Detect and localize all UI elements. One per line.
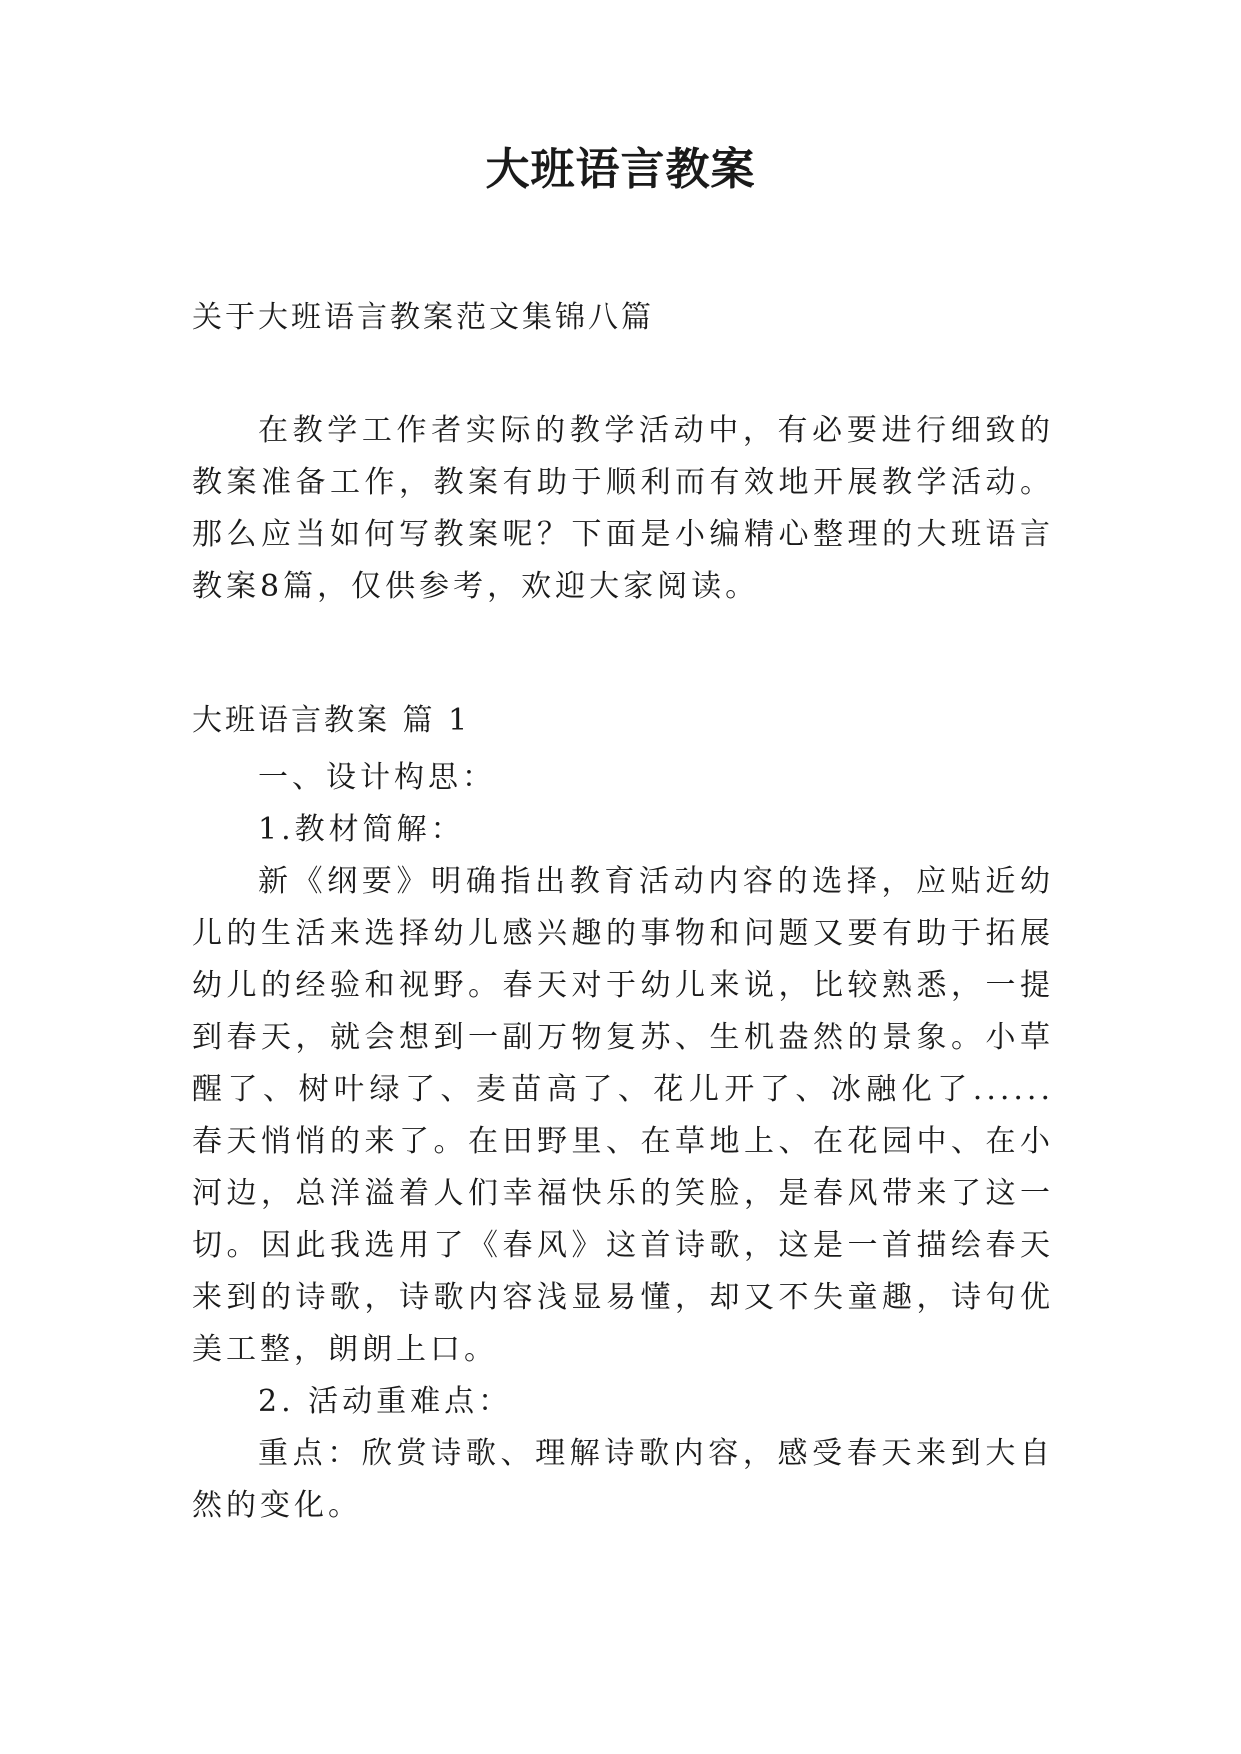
document-subtitle: 关于大班语言教案范文集锦八篇: [192, 300, 654, 335]
key-point-paragraph: 重点：欣赏诗歌、理解诗歌内容，感受春天来到大自然的变化。: [192, 1436, 1054, 1523]
document-title: 大班语言教案: [485, 144, 756, 195]
intro-paragraph: 在教学工作者实际的教学活动中，有必要进行细致的教案准备工作，教案有助于顺利而有效地开展教学活动。那么应当如何写教案呢？下面是小编精心整理的大班语言教案8篇，仅供参考，欢迎大家阅读。: [192, 413, 1054, 604]
design-heading: 一、设计构思：: [258, 760, 496, 795]
section-title: 大班语言教案 篇 1: [192, 703, 471, 738]
textbook-paragraph: 新《纲要》明确指出教育活动内容的选择，应贴近幼儿的生活来选择幼儿感兴趣的事物和问题又要有助于拓展幼儿的经验和视野。春天对于幼儿来说，比较熟悉，一提到春天，就会想到一副万物复苏、生机盎然的景象。小草醒了、树叶绿了、麦苗高了、花儿开了、冰融化了......春天悄悄的来了。在田野里、在草地上、在花园中、在小河边，总洋溢着人们幸福快乐的笑脸，是春风带来了这一切。因此我选用了《春风》这首诗歌，这是一首描绘春天来到的诗歌，诗歌内容浅显易懂，却又不失童趣，诗句优美工整，朗朗上口。: [192, 864, 1054, 1367]
difficulty-heading: 2. 活动重难点：: [258, 1384, 513, 1419]
section-body: [192, 752, 1054, 1532]
textbook-heading: 1.教材简解：: [258, 812, 465, 847]
